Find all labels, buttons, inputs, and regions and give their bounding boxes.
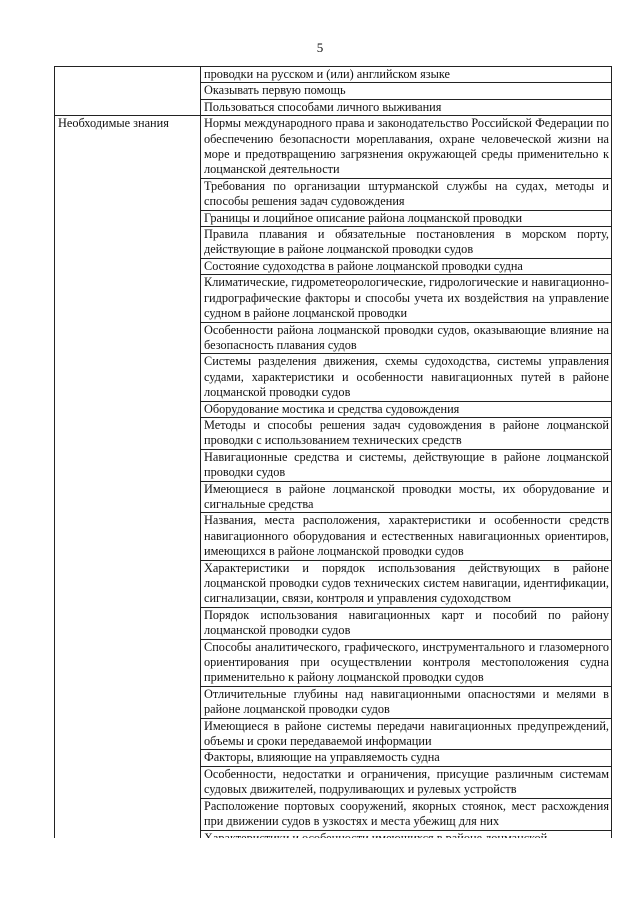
table-item-text: Системы разделения движения, схемы судоходства, системы управления судами, характеристики и особенности навигационных путей в районе лоцманской проводки судов (204, 354, 609, 400)
page-number: 5 (316, 40, 324, 55)
table-item-cell (201, 67, 612, 83)
table-item-text: Имеющиеся в районе системы передачи навигационных предупреждений, объемы и сроки передаваемой информации (204, 718, 609, 749)
table-item-text: Навигационные средства и системы, действующие в районе лоцманской проводки судов (204, 449, 609, 480)
table-item-cell (201, 178, 612, 210)
table-item-text: Особенности, недостатки и ограничения, присущие различным системам судовых движителей, подруливающих и рулевых устройств (204, 766, 609, 797)
table-item-text: Требования по организации штурманской службы на судах, методы и способы решения задач судовождения (204, 178, 609, 209)
table-item-text: Климатические, гидрометеорологические, гидрологические и навигационно-гидрографические факторы и способы учета их воздействия на управление судном в районе лоцманской проводки (204, 275, 609, 321)
table-item-cell (201, 560, 612, 607)
table-item-text: Нормы международного права и законодательство Российской Федерации по обеспечению безопасности мореплавания, охране человеческой жизни на море и предотвращению загрязнения окружающей среды применительно к лоцманской деятельности (204, 116, 609, 177)
table-item-text: Порядок использования навигационных карт и пособий по району лоцманской проводки судов (204, 607, 609, 638)
table-item-cell (201, 481, 612, 513)
table-item-cell (201, 750, 612, 766)
table-item-cell (201, 607, 612, 639)
table-item-cell (201, 99, 612, 115)
table-item-text: Пользоваться способами личного выживания (204, 99, 442, 114)
table-item-cell (201, 258, 612, 274)
knowledge-label: Необходимые знания (58, 116, 169, 131)
table-item-text: Характеристики и порядок использования действующих в районе лоцманской проводки судов технических систем навигации, идентификации, сигнализации, связи, контроля и управления судоходством (204, 560, 609, 606)
table-item-cell (201, 639, 612, 686)
page-bottom-margin (0, 838, 640, 905)
table-item-text: Факторы, влияющие на управляемость судна (204, 750, 440, 765)
table-item-cell (201, 718, 612, 750)
table-label-cell-empty (55, 67, 201, 116)
table-item-cell (201, 322, 612, 354)
table-item-text: Границы и лоцийное описание района лоцманской проводки (204, 210, 523, 225)
table-item-cell (201, 513, 612, 560)
table-item-text: Отличительные глубины над навигационными опасностями и мелями в районе лоцманской проводки судов (204, 686, 609, 717)
table-item-cell (201, 210, 612, 226)
table-item-text: Способы аналитического, графического, инструментального и глазомерного ориентирования при осуществлении контроля местоположения судна применительно к району лоцманской проводки судов (204, 639, 609, 685)
table-item-text: Состояние судоходства в районе лоцманской проводки судна (204, 258, 523, 273)
table-item-text: Оказывать первую помощь (204, 83, 346, 98)
table-item-cell (201, 417, 612, 449)
table-item-cell (201, 227, 612, 259)
table-item-cell (201, 354, 612, 401)
table-row (55, 67, 612, 83)
table-item-cell (201, 686, 612, 718)
table-item-cell (201, 83, 612, 99)
table-item-text: Названия, места расположения, характеристики и особенности средств навигационного оборудования и естественных навигационных ориентиров, имеющихся в районе лоцманской проводки судов (204, 513, 609, 559)
table-item-text: Оборудование мостика и средства судовождения (204, 401, 460, 416)
table-item-text: Имеющиеся в районе лоцманской проводки мосты, их оборудование и сигнальные средства (204, 481, 609, 511)
table-item-cell (201, 766, 612, 798)
table-item-text: Особенности района лоцманской проводки судов, оказывающие влияние на безопасность плавания судов (204, 322, 609, 352)
table-item-cell (201, 401, 612, 417)
table-item-cell (201, 275, 612, 322)
knowledge-label-cell (55, 116, 201, 847)
table-item-text: Правила плавания и обязательные постановления в морском порту, действующие в районе лоцманской проводки судов (204, 227, 609, 257)
table-row (55, 116, 612, 179)
table-item-cell (201, 798, 612, 830)
table-item-cell (201, 116, 612, 179)
competency-table (54, 66, 612, 847)
table-item-cell (201, 449, 612, 481)
table-item-text: Методы и способы решения задач судовождения в районе лоцманской проводки с использованием технических средств (204, 417, 609, 448)
table-item-text: Расположение портовых сооружений, якорных стоянок, мест расхождения при движении судов в узкостях и места убежищ для них (204, 798, 609, 829)
table-item-text: проводки на русском и (или) английском языке (204, 67, 451, 81)
